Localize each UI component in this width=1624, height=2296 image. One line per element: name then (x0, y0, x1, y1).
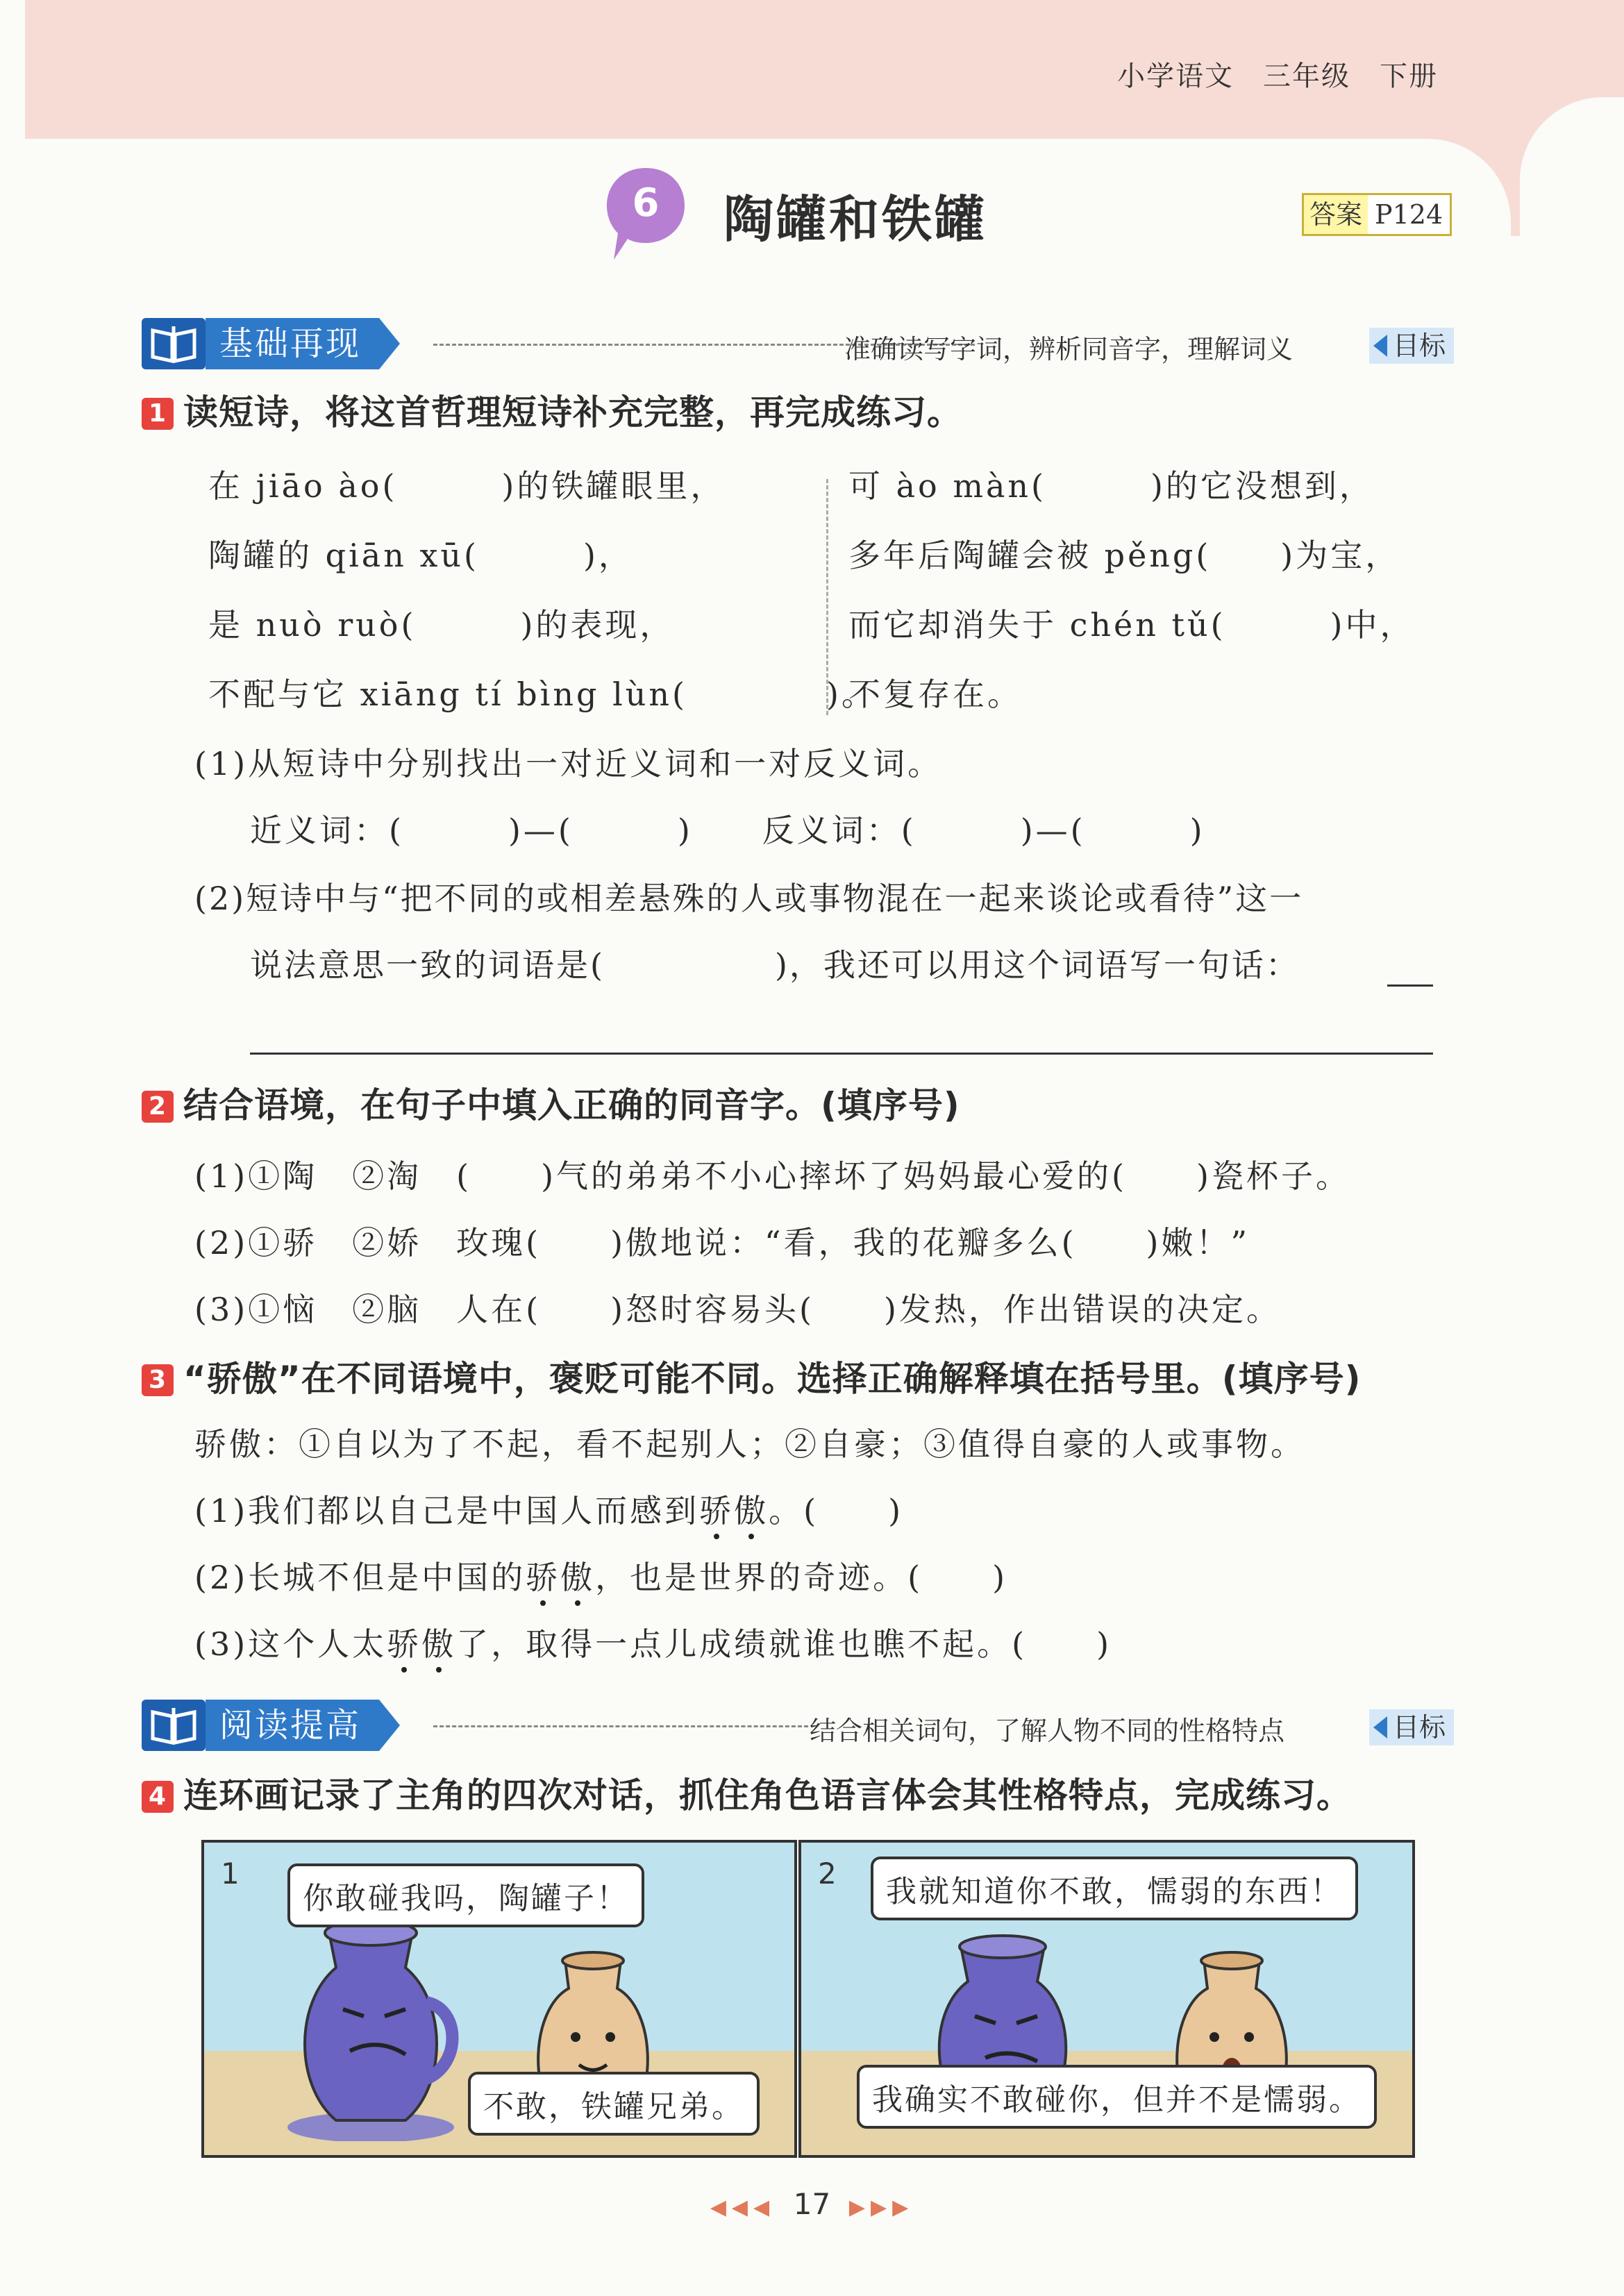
question-3-item: (2)长城不但是中国的骄傲，也是世界的奇迹。( ) (194, 1559, 1008, 1596)
panel-number: 2 (818, 1857, 837, 1891)
goal-tag: 目标 (1369, 328, 1454, 364)
section-label: 阅读提高 (206, 1700, 379, 1751)
question-3-item: (3)这个人太骄傲了，取得一点儿成绩就谁也瞧不起。( ) (194, 1625, 1112, 1663)
question-4-title: 4 连环画记录了主角的四次对话，抓住角色语言体会其性格特点，完成练习。 (142, 1768, 1352, 1818)
question-1-sub1-answer[interactable]: 近义词：( )—( ) 反义词：( )—( ) (250, 812, 1205, 849)
poem-line: 不配与它 xiāng tí bìng lùn( )。 (208, 676, 876, 713)
answer-tag (1302, 193, 1452, 236)
section-reading-header (142, 1694, 1454, 1757)
question-2-item: (1)①陶 ②淘 ( )气的弟弟不小心摔坏了妈妈最心爱的( )瓷杯子。 (194, 1157, 1350, 1195)
section-label: 基础再现 (206, 318, 379, 369)
lesson-number: 6 (632, 181, 660, 226)
poem-divider (826, 479, 828, 715)
goal-tag: 目标 (1369, 1709, 1454, 1745)
section-divider (433, 1725, 808, 1727)
answer-line[interactable] (250, 1053, 1433, 1055)
speech-bubble: 我就知道你不敢，懦弱的东西！ (871, 1857, 1358, 1920)
poem-line: 陶罐的 qiān xū( )， (208, 537, 633, 574)
question-3-title: 3 “骄傲”在不同语境中，褒贬可能不同。选择正确解释填在括号里。(填序号) (142, 1351, 1361, 1401)
speech-bubble: 你敢碰我吗，陶罐子！ (287, 1863, 644, 1927)
question-1-sub2: (2)短诗中与“把不同的或相差悬殊的人或事物混在一起来谈论或看待”这一 (194, 880, 1304, 917)
question-2-item: (2)①骄 ②娇 玫瑰( )傲地说：“看，我的花瓣多么( )嫩！” (194, 1224, 1250, 1262)
book-icon (142, 1700, 206, 1751)
question-3-definition: 骄傲：①自以为了不起，看不起别人；②自豪；③值得自豪的人或事物。 (194, 1425, 1305, 1463)
book-info: 小学语文 三年级 下册 (1117, 60, 1438, 92)
panel-number: 1 (221, 1857, 240, 1891)
question-2-title: 2 结合语境，在句子中填入正确的同音字。(填序号) (142, 1078, 960, 1128)
comic-panel (201, 1840, 797, 2158)
question-1-title: 1 读短诗，将这首哲理短诗补充完整，再完成练习。 (142, 385, 962, 435)
question-1-sub1: (1)从短诗中分别找出一对近义词和一对反义词。 (194, 745, 943, 782)
question-number: 3 (142, 1364, 174, 1396)
answer-page: P124 (1368, 195, 1450, 234)
answer-line[interactable] (1387, 984, 1433, 987)
answer-label: 答案 (1309, 199, 1363, 230)
question-3-item: (1)我们都以自己是中国人而感到骄傲。( ) (194, 1492, 904, 1530)
comic-panel (798, 1840, 1415, 2158)
question-number: 4 (142, 1781, 174, 1813)
right-arrows-icon: ▶▶▶ (848, 2195, 914, 2220)
section-goal: 准确读写字词，辨析同音字，理解词义 (844, 334, 1294, 364)
poem-line: 而它却消失于 chén tǔ( )中， (848, 606, 1415, 644)
question-number: 2 (142, 1091, 174, 1123)
question-number: 1 (142, 398, 174, 430)
iron-pot-icon (287, 1905, 468, 2141)
speech-bubble: 不敢，铁罐兄弟。 (468, 2072, 760, 2136)
question-1-sub2-cont: 说法意思一致的词语是( )，我还可以用这个词语写一句话： (250, 946, 1300, 984)
lesson-badge (604, 165, 687, 249)
poem-line: 在 jiāo ào( )的铁罐眼里， (208, 467, 726, 505)
page-number: ◀◀◀ 17 ▶▶▶ (710, 2187, 914, 2221)
poem-line: 可 ào màn( )的它没想到， (848, 467, 1374, 505)
lesson-title: 陶罐和铁罐 (723, 190, 988, 249)
section-goal: 结合相关词句，了解人物不同的性格特点 (810, 1716, 1285, 1746)
poem-line: 是 nuò ruò( )的表现， (208, 606, 675, 644)
left-arrows-icon: ◀◀◀ (710, 2195, 776, 2220)
poem-line: 不复存在。 (848, 676, 1022, 713)
section-basics-header (142, 312, 1454, 375)
speech-bubble: 我确实不敢碰你，但并不是懦弱。 (857, 2065, 1377, 2129)
book-icon (142, 318, 206, 369)
question-2-item: (3)①恼 ②脑 人在( )怒时容易头( )发热，作出错误的决定。 (194, 1291, 1281, 1328)
poem-line: 多年后陶罐会被 pěng( )为宝， (848, 537, 1400, 574)
